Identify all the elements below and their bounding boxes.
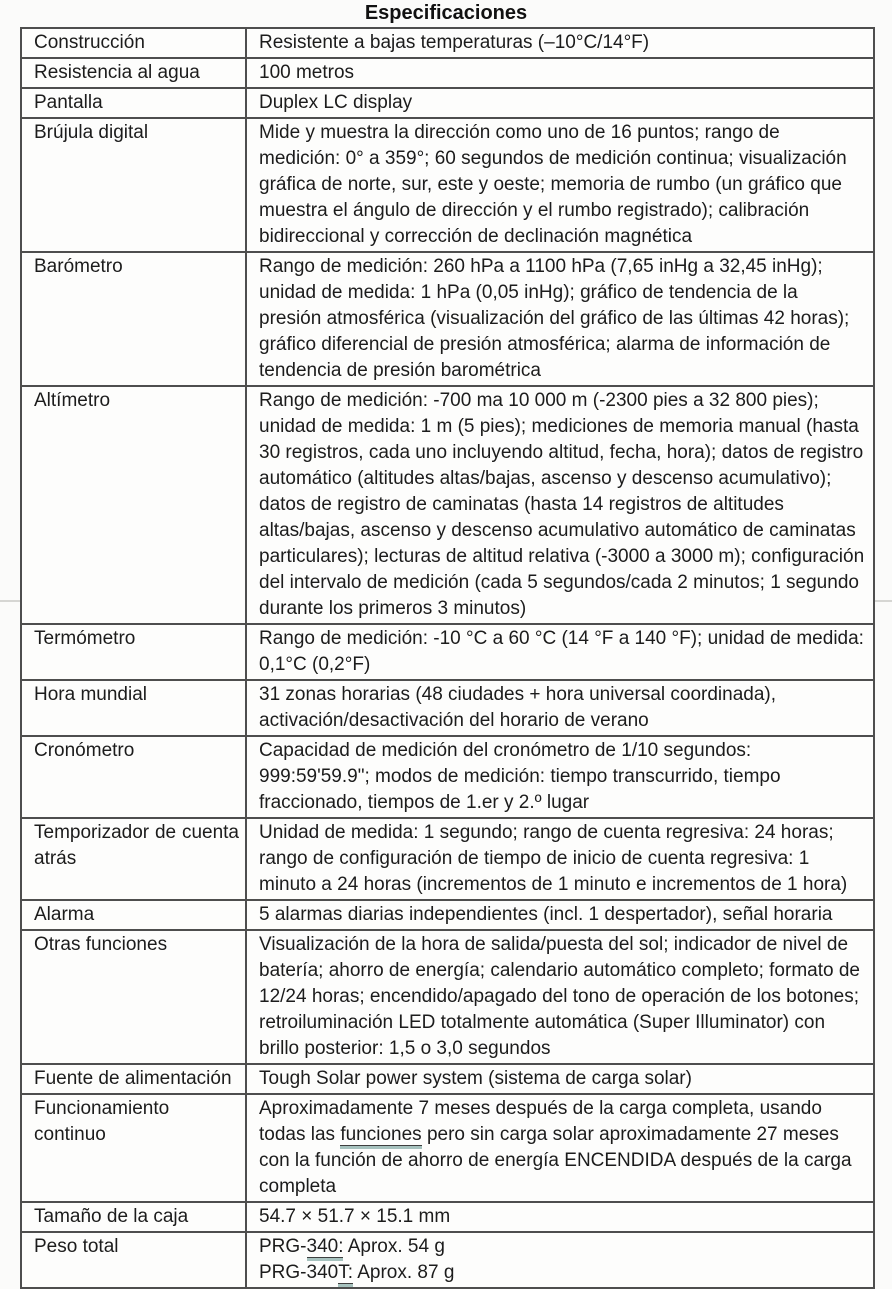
spec-value: Resistente a bajas temperaturas (–10°C/14°F) <box>246 28 874 58</box>
row-tamano-caja <box>21 1202 874 1232</box>
spec-value: Tough Solar power system (sistema de carga solar) <box>246 1064 874 1094</box>
spec-label: Alarma <box>21 900 246 930</box>
spec-value: 5 alarmas diarias independientes (incl. 1 despertador), señal horaria <box>246 900 874 930</box>
spec-value: Rango de medición: -700 ma 10 000 m (-2300 pies a 32 800 pies); unidad de medida: 1 m (5 pies); mediciones de memoria manual (hasta 30 registros, cada uno incluyendo altitud, fecha, hora); datos de registro automático (altitudes altas/bajas, ascenso y descenso acumulativo); datos de registro de caminatas (hasta 14 registros de altitudes altas/bajas, ascenso y descenso acumulativo automático de caminatas particulares); lecturas de altitud relativa (-3000 a 3000 m); configuración del intervalo de medición (cada 5 segundos/cada 2 minutos; 1 segundo durante los primeros 3 minutos) <box>246 386 874 624</box>
spec-label: Hora mundial <box>21 680 246 736</box>
value-text: PRG- <box>259 1236 307 1257</box>
spec-value: 54.7 × 51.7 × 15.1 mm <box>246 1202 874 1232</box>
spec-label: Cronómetro <box>21 736 246 818</box>
spec-value: Duplex LC display <box>246 88 874 118</box>
row-temporizador-cuenta-atras <box>21 818 874 900</box>
spec-label: Pantalla <box>21 88 246 118</box>
spec-value: Rango de medición: 260 hPa a 1100 hPa (7,65 inHg a 32,45 inHg); unidad de medida: 1 hPa (0,05 inHg); gráfico de tendencia de la presión atmosférica (visualización del gráfico de las últimas 42 horas); gráfico diferencial de presión atmosférica; alarma de información de tendencia de presión barométrica <box>246 252 874 386</box>
spec-label: Altímetro <box>21 386 246 624</box>
spec-label: Temporizador de cuenta atrás <box>21 818 246 900</box>
row-hora-mundial <box>21 680 874 736</box>
weight-line-prg340t <box>259 1260 865 1286</box>
page-title: Especificaciones <box>364 2 528 24</box>
spec-label: Tamaño de la caja <box>21 1202 246 1232</box>
spec-value <box>246 1094 874 1202</box>
value-text: Aprox. 87 g <box>352 1262 455 1283</box>
spec-label: Funcionamiento continuo <box>21 1094 246 1202</box>
spec-value: 31 zonas horarias (48 ciudades + hora universal coordinada), activación/desactivación del horario de verano <box>246 680 874 736</box>
spec-label: Otras funciones <box>21 930 246 1064</box>
row-termometro <box>21 624 874 680</box>
spec-value: Capacidad de medición del cronómetro de 1/10 segundos: 999:59'59.9"; modos de medición: tiempo transcurrido, tiempo fraccionado, tiempos de 1.er y 2.º lugar <box>246 736 874 818</box>
row-pantalla <box>21 88 874 118</box>
specifications-table <box>20 27 875 1289</box>
row-otras-funciones <box>21 930 874 1064</box>
spec-label: Brújula digital <box>21 118 246 252</box>
value-text: pero sin carga solar aproximadamente 27 meses con la función de ahorro de energía ENCENDIDA después de la carga completa <box>259 1124 852 1197</box>
row-barometro <box>21 252 874 386</box>
spec-label: Barómetro <box>21 252 246 386</box>
spec-label: Construcción <box>21 28 246 58</box>
row-fuente-alimentacion <box>21 1064 874 1094</box>
row-cronometro <box>21 736 874 818</box>
underlined-word: funciones <box>340 1124 422 1145</box>
row-resistencia-al-agua <box>21 58 874 88</box>
row-altimetro <box>21 386 874 624</box>
weight-line-prg340 <box>259 1234 865 1260</box>
row-construccion <box>21 28 874 58</box>
row-brujula-digital <box>21 118 874 252</box>
value-text: Aproximadamente 7 meses después de la carga completa, usando todas las <box>259 1098 822 1145</box>
row-alarma <box>21 900 874 930</box>
spec-value: Rango de medición: -10 °C a 60 °C (14 °F a 140 °F); unidad de medida: 0,1°C (0,2°F) <box>246 624 874 680</box>
spec-label: Termómetro <box>21 624 246 680</box>
spec-label: Resistencia al agua <box>21 58 246 88</box>
underlined-text: 340: <box>306 1236 344 1257</box>
spec-label: Fuente de alimentación <box>21 1064 246 1094</box>
spec-label: Peso total <box>21 1232 246 1288</box>
spec-value: Visualización de la hora de salida/puesta del sol; indicador de nivel de batería; ahorro de energía; calendario automático completo; formato de 12/24 horas; encendido/apagado del tono de operación de los botones; retroiluminación LED totalmente automática (Super Illuminator) con brillo posterior: 1,5 o 3,0 segundos <box>246 930 874 1064</box>
row-funcionamiento-continuo <box>21 1094 874 1202</box>
value-text: PRG-340 <box>259 1262 339 1283</box>
spec-value: Mide y muestra la dirección como uno de 16 puntos; rango de medición: 0° a 359°; 60 segundos de medición continua; visualización gráfica de norte, sur, este y oeste; memoria de rumbo (un gráfico que muestra el ángulo de dirección y el rumbo registrado); calibración bidireccional y corrección de declinación magnética <box>246 118 874 252</box>
value-text: Aprox. 54 g <box>343 1236 445 1257</box>
spec-value: 100 metros <box>246 58 874 88</box>
spec-value: Unidad de medida: 1 segundo; rango de cuenta regresiva: 24 horas; rango de configuración de tiempo de inicio de cuenta regresiva: 1 minuto a 24 horas (incrementos de 1 minuto e incrementos de 1 hora) <box>246 818 874 900</box>
underlined-text: T: <box>338 1262 353 1283</box>
